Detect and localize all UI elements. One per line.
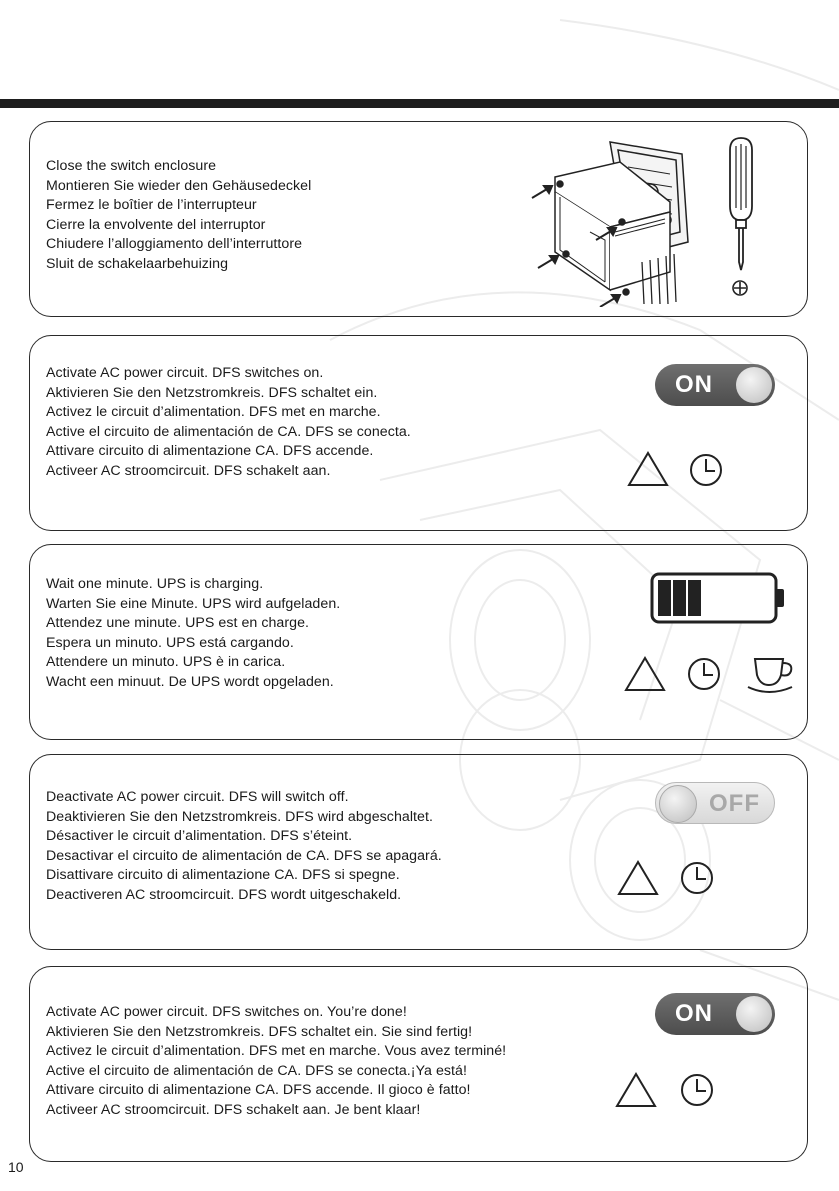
header-bar [0, 99, 839, 108]
instruction-line: Deaktivieren Sie den Netzstromkreis. DFS wird abgeschaltet. [46, 808, 433, 825]
page-number: 10 [8, 1159, 24, 1175]
clock-icon [679, 860, 715, 896]
instruction-line: Close the switch enclosure [46, 158, 217, 174]
battery-charge-bar [688, 580, 701, 616]
warning-triangle-icon [623, 655, 667, 693]
instruction-lines [46, 788, 442, 905]
instruction-line: Attivare circuito di alimentazione CA. DFS accende. Il gioco è fatto! [46, 1082, 471, 1098]
warning-triangle-icon [626, 450, 670, 488]
instruction-line: Desactivar el circuito de alimentación de CA. DFS se apagará. [46, 847, 442, 864]
instruction-line: Active el circuito de alimentación de CA. DFS se conecta.¡Ya está! [46, 1062, 467, 1079]
instruction-line: Wacht een minuut. De UPS wordt opgeladen. [46, 673, 334, 690]
battery-icon [650, 572, 790, 624]
instruction-line: Deactiveren AC stroomcircuit. DFS wordt uitgeschakeld. [46, 886, 402, 903]
instruction-line: Disattivare circuito di alimentazione CA. DFS si spegne. [46, 867, 400, 883]
power-toggle-on [655, 364, 775, 406]
instruction-line: Activate AC power circuit. DFS switches on. You’re done! [46, 1004, 407, 1020]
clock-icon [679, 1072, 715, 1108]
instruction-lines [46, 364, 411, 481]
warning-triangle-icon [616, 859, 660, 897]
step-wait-charging [29, 544, 808, 740]
battery-charge-bar [658, 580, 671, 616]
instruction-lines [46, 157, 311, 274]
instruction-line: Activate AC power circuit. DFS switches on. [46, 365, 324, 381]
toggle-knob [736, 367, 772, 403]
instruction-line: Deactivate AC power circuit. DFS will switch off. [46, 789, 349, 805]
phillips-head-icon [731, 279, 749, 297]
instruction-line: Activez le circuit d’alimentation. DFS met en marche. [46, 404, 381, 420]
toggle-label: ON [675, 371, 713, 398]
instruction-line: Cierre la envolvente del interruptor [46, 216, 266, 233]
instruction-line: Activez le circuit d’alimentation. DFS met en marche. Vous avez terminé! [46, 1043, 507, 1059]
instruction-line: Wait one minute. UPS is charging. [46, 576, 264, 592]
step-deactivate-power [29, 754, 808, 950]
instruction-line: Attendez une minute. UPS est en charge. [46, 615, 309, 631]
instruction-line: Attendere un minuto. UPS è in carica. [46, 654, 286, 670]
instruction-line: Aktivieren Sie den Netzstromkreis. DFS schaltet ein. Sie sind fertig! [46, 1023, 473, 1040]
instruction-line: Fermez le boîtier de l’interrupteur [46, 197, 257, 213]
warning-triangle-icon [614, 1071, 658, 1109]
clock-icon [686, 656, 722, 692]
clock-icon [688, 452, 724, 488]
power-toggle-off [655, 782, 775, 824]
toggle-knob [736, 996, 772, 1032]
instruction-line: Montieren Sie wieder den Gehäusedeckel [46, 177, 312, 194]
instruction-line: Aktivieren Sie den Netzstromkreis. DFS schaltet ein. [46, 384, 378, 401]
toggle-label: ON [675, 1000, 713, 1027]
step-close-enclosure [29, 121, 808, 317]
instruction-line: Attivare circuito di alimentazione CA. DFS accende. [46, 443, 374, 459]
instruction-lines [46, 1003, 506, 1120]
toggle-label: OFF [709, 790, 760, 817]
instruction-line: Sluit de schakelaarbehuizing [46, 255, 229, 272]
instruction-line: Espera un minuto. UPS está cargando. [46, 634, 294, 651]
instruction-lines [46, 575, 340, 692]
instruction-line: Warten Sie eine Minute. UPS wird aufgeladen. [46, 595, 341, 612]
instruction-line: Chiudere l’alloggiamento dell’interruttore [46, 236, 303, 252]
toggle-knob [659, 785, 697, 823]
step-done [29, 966, 808, 1162]
enclosure-illustration [500, 132, 700, 307]
power-toggle-on [655, 993, 775, 1035]
coffee-cup-icon [745, 653, 797, 695]
step-activate-power [29, 335, 808, 531]
instruction-line: Activeer AC stroomcircuit. DFS schakelt aan. [46, 462, 331, 479]
battery-charge-bar [673, 580, 686, 616]
instruction-line: Activeer AC stroomcircuit. DFS schakelt aan. Je bent klaar! [46, 1101, 421, 1118]
screwdriver-icon [724, 136, 758, 276]
instruction-line: Active el circuito de alimentación de CA. DFS se conecta. [46, 423, 411, 440]
instruction-line: Désactiver le circuit d’alimentation. DFS s’éteint. [46, 828, 353, 844]
